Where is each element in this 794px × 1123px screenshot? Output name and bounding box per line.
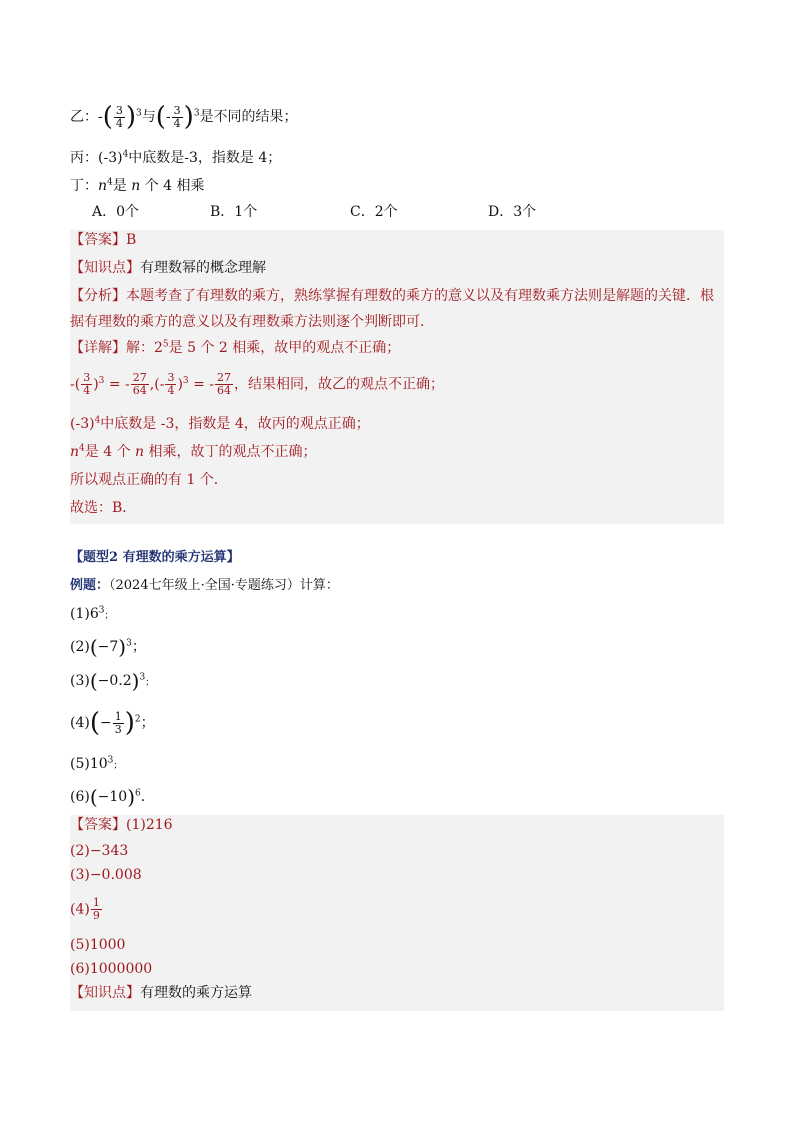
answer-line: 【答案】B [70, 232, 137, 248]
answer-2-line-3: (3)−0.008 [70, 867, 142, 883]
fraction: $\frac{3}{4}$ [115, 103, 123, 130]
option-c[interactable]: C．2个 [350, 204, 398, 220]
question-5: $(5)10^3$； [70, 755, 123, 772]
answer-box-2 [70, 815, 724, 1011]
detail-line-5: 所以观点正确的有 1 个． [70, 472, 228, 488]
statement-yi: 乙：-( $\frac{3}{4}$ )$^3$与(- $\frac{3}{4}$ )$^3$是不同的结果； [70, 102, 298, 132]
statement-bing: 丙：$(-3)^4$中底数是-3，指数是 4； [70, 149, 282, 166]
example-line: 例题：（2024七年级上·全国·专题练习）计算： [70, 578, 339, 593]
question-3: $(3)(-0.2)^3$； [70, 669, 155, 693]
answer-2-line-6: (6)1000000 [70, 961, 153, 977]
question-1: $(1)6^3$； [70, 605, 114, 622]
answer-2-line-4: (4) $\frac{1}{9}$ [70, 896, 100, 922]
detail-line-1: 【详解】解：$2^5$是 5 个 2 相乘，故甲的观点不正确； [70, 339, 401, 356]
answer-2-line-1: 【答案】(1)216 [70, 817, 173, 833]
option-b[interactable]: B．1个 [210, 204, 258, 220]
question-2: $(2)(-7)^3$； [70, 635, 146, 659]
option-d[interactable]: D．3个 [488, 204, 537, 220]
question-6: $(6)(-10)^6$． [70, 785, 155, 809]
answer-options [92, 202, 536, 222]
answer-2-line-2: (2)−343 [70, 843, 129, 859]
answer-2-line-5: (5)1000 [70, 937, 126, 953]
detail-line-6: 故选：B． [70, 500, 137, 516]
answer-box-1 [70, 230, 724, 524]
analysis-line-2: 据有理数的乘方的意义以及有理数乘方法则逐个判断即可． [70, 314, 434, 330]
statement-ding: 丁：$n^4$是 n 个 4 相乘 [70, 177, 205, 194]
knowledge-line: 【知识点】有理数幂的概念理解 [70, 260, 266, 276]
detail-line-4: $n^4$是 4 个 n 相乘，故丁的观点不正确； [70, 443, 317, 460]
fraction: $\frac{3}{4}$ [173, 103, 181, 130]
section-title: 【题型2 有理数的乘方运算】 [70, 550, 240, 565]
analysis-line-1: 【分析】本题考查了有理数的乘方，熟练掌握有理数的乘方的意义以及有理数乘方法则是解题的关键．根 [70, 288, 714, 304]
answer-2-knowledge: 【知识点】有理数的乘方运算 [70, 985, 252, 1001]
detail-line-2: -( $\frac{3}{4}$ )$^3$ = - $\frac{27}{64}$ ,(- $\frac{3}{4}$ )$^3$ = - $\frac{27}{64}$ ，结果相同，故乙的观点不正确； [70, 371, 445, 397]
question-4: (4)(− $\frac{1}{3}$ )$^2$； [70, 708, 155, 738]
option-a[interactable]: A．0个 [92, 204, 140, 220]
statement-label: 乙： [70, 109, 98, 125]
detail-line-3: $(-3)^4$中底数是 -3，指数是 4，故丙的观点正确； [70, 415, 370, 432]
